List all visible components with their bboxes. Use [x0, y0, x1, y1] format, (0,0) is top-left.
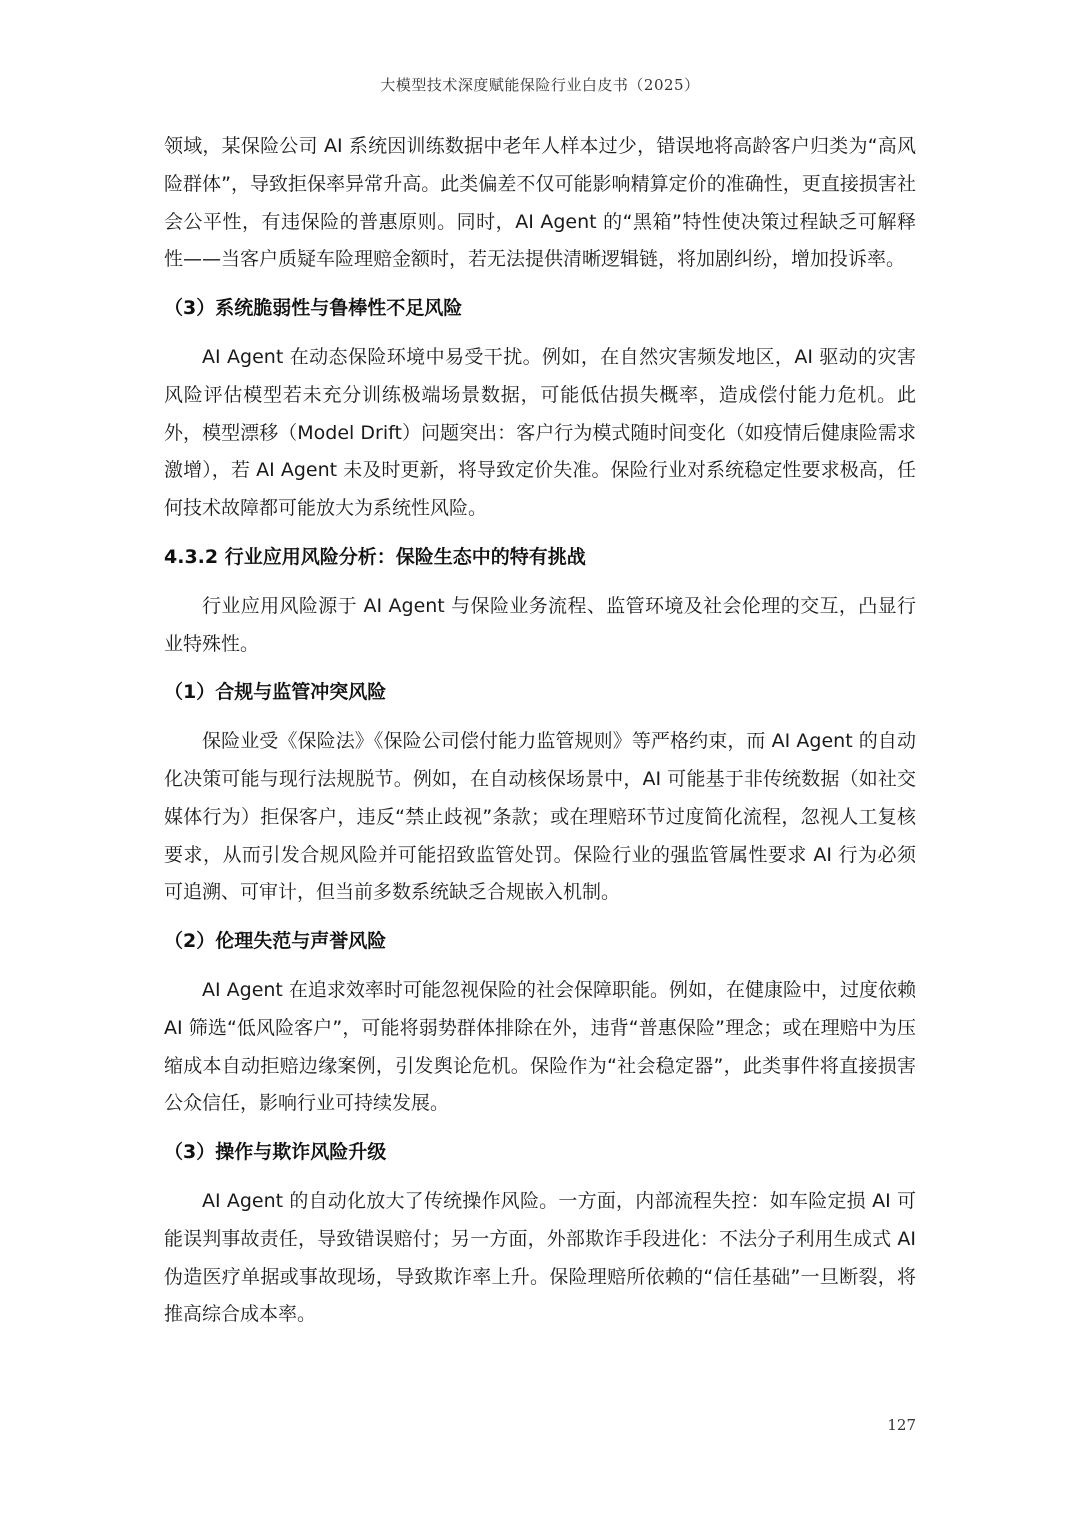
paragraph-compliance-risk: 保险业受《保险法》《保险公司偿付能力监管规则》等严格约束，而 AI Agent 的自动化决策可能与现行法规脱节。例如，在自动核保场景中，AI 可能基于非传统数据（如社交媒体行为）拒保客户，违反“禁止歧视”条款；或在理赔环节过度简化流程，忽视人工复核要求，从而引发合规风险并可能招致监管处罚。保险行业的强监管属性要求 AI 行为必须可追溯、可审计，但当前多数系统缺乏合规嵌入机制。 — [164, 730, 916, 904]
paragraph-system-fragility: AI Agent 在动态保险环境中易受干扰。例如，在自然灾害频发地区，AI 驱动的灾害风险评估模型若未充分训练极端场景数据，可能低估损失概率，造成偿付能力危机。此外，模型漂移（Model Drift）问题突出：客户行为模式随时间变化（如疫情后健康险需求激增），若 AI Agent 未及时更新，将导致定价失准。保险行业对系统稳定性要求极高，任何技术故障都可能放大为系统性风险。 — [164, 345, 916, 520]
heading-compliance-risk: （1）合规与监管冲突风险 — [164, 681, 387, 704]
running-header: 大模型技术深度赋能保险行业白皮书（2025） — [380, 76, 700, 94]
paragraph-intro: 领域，某保险公司 AI 系统因训练数据中老年人样本过少，错误地将高龄客户归类为“高风险群体”，导致拒保率异常升高。此类偏差不仅可能影响精算定价的准确性，更直接损害社会公平性，有违保险的普惠原则。同时，AI Agent 的“黑箱”特性使决策过程缺乏可解释性——当客户质疑车险理赔金额时，若无法提供清晰逻辑链，将加剧纠纷，增加投诉率。 — [164, 135, 916, 271]
heading-fraud-risk: （3）操作与欺诈风险升级 — [164, 1141, 387, 1164]
paragraph-section-intro: 行业应用风险源于 AI Agent 与保险业务流程、监管环境及社会伦理的交互，凸显行业特殊性。 — [164, 594, 916, 655]
heading-ethics-risk: （2）伦理失范与声誉风险 — [164, 930, 387, 953]
paragraph-fraud-risk: AI Agent 的自动化放大了传统操作风险。一方面，内部流程失控：如车险定损 AI 可能误判事故责任，导致错误赔付；另一方面，外部欺诈手段进化：不法分子利用生成式 AI 伪造医疗单据或事故现场，导致欺诈率上升。保险理赔所依赖的“信任基础”一旦断裂，将推高综合成本率。 — [164, 1189, 916, 1326]
paragraph-ethics-risk: AI Agent 在追求效率时可能忽视保险的社会保障职能。例如，在健康险中，过度依赖 AI 筛选“低风险客户”，可能将弱势群体排除在外，违背“普惠保险”理念；或在理赔中为压缩成本自动拒赔边缘案例，引发舆论危机。保险作为“社会稳定器”，此类事件将直接损害公众信任，影响行业可持续发展。 — [164, 978, 916, 1115]
page-number: 127 — [887, 1416, 916, 1434]
heading-system-fragility: （3）系统脆弱性与鲁棒性不足风险 — [164, 297, 463, 320]
page-body — [164, 128, 916, 1334]
section-heading-4-3-2: 4.3.2 行业应用风险分析：保险生态中的特有挑战 — [164, 545, 586, 568]
